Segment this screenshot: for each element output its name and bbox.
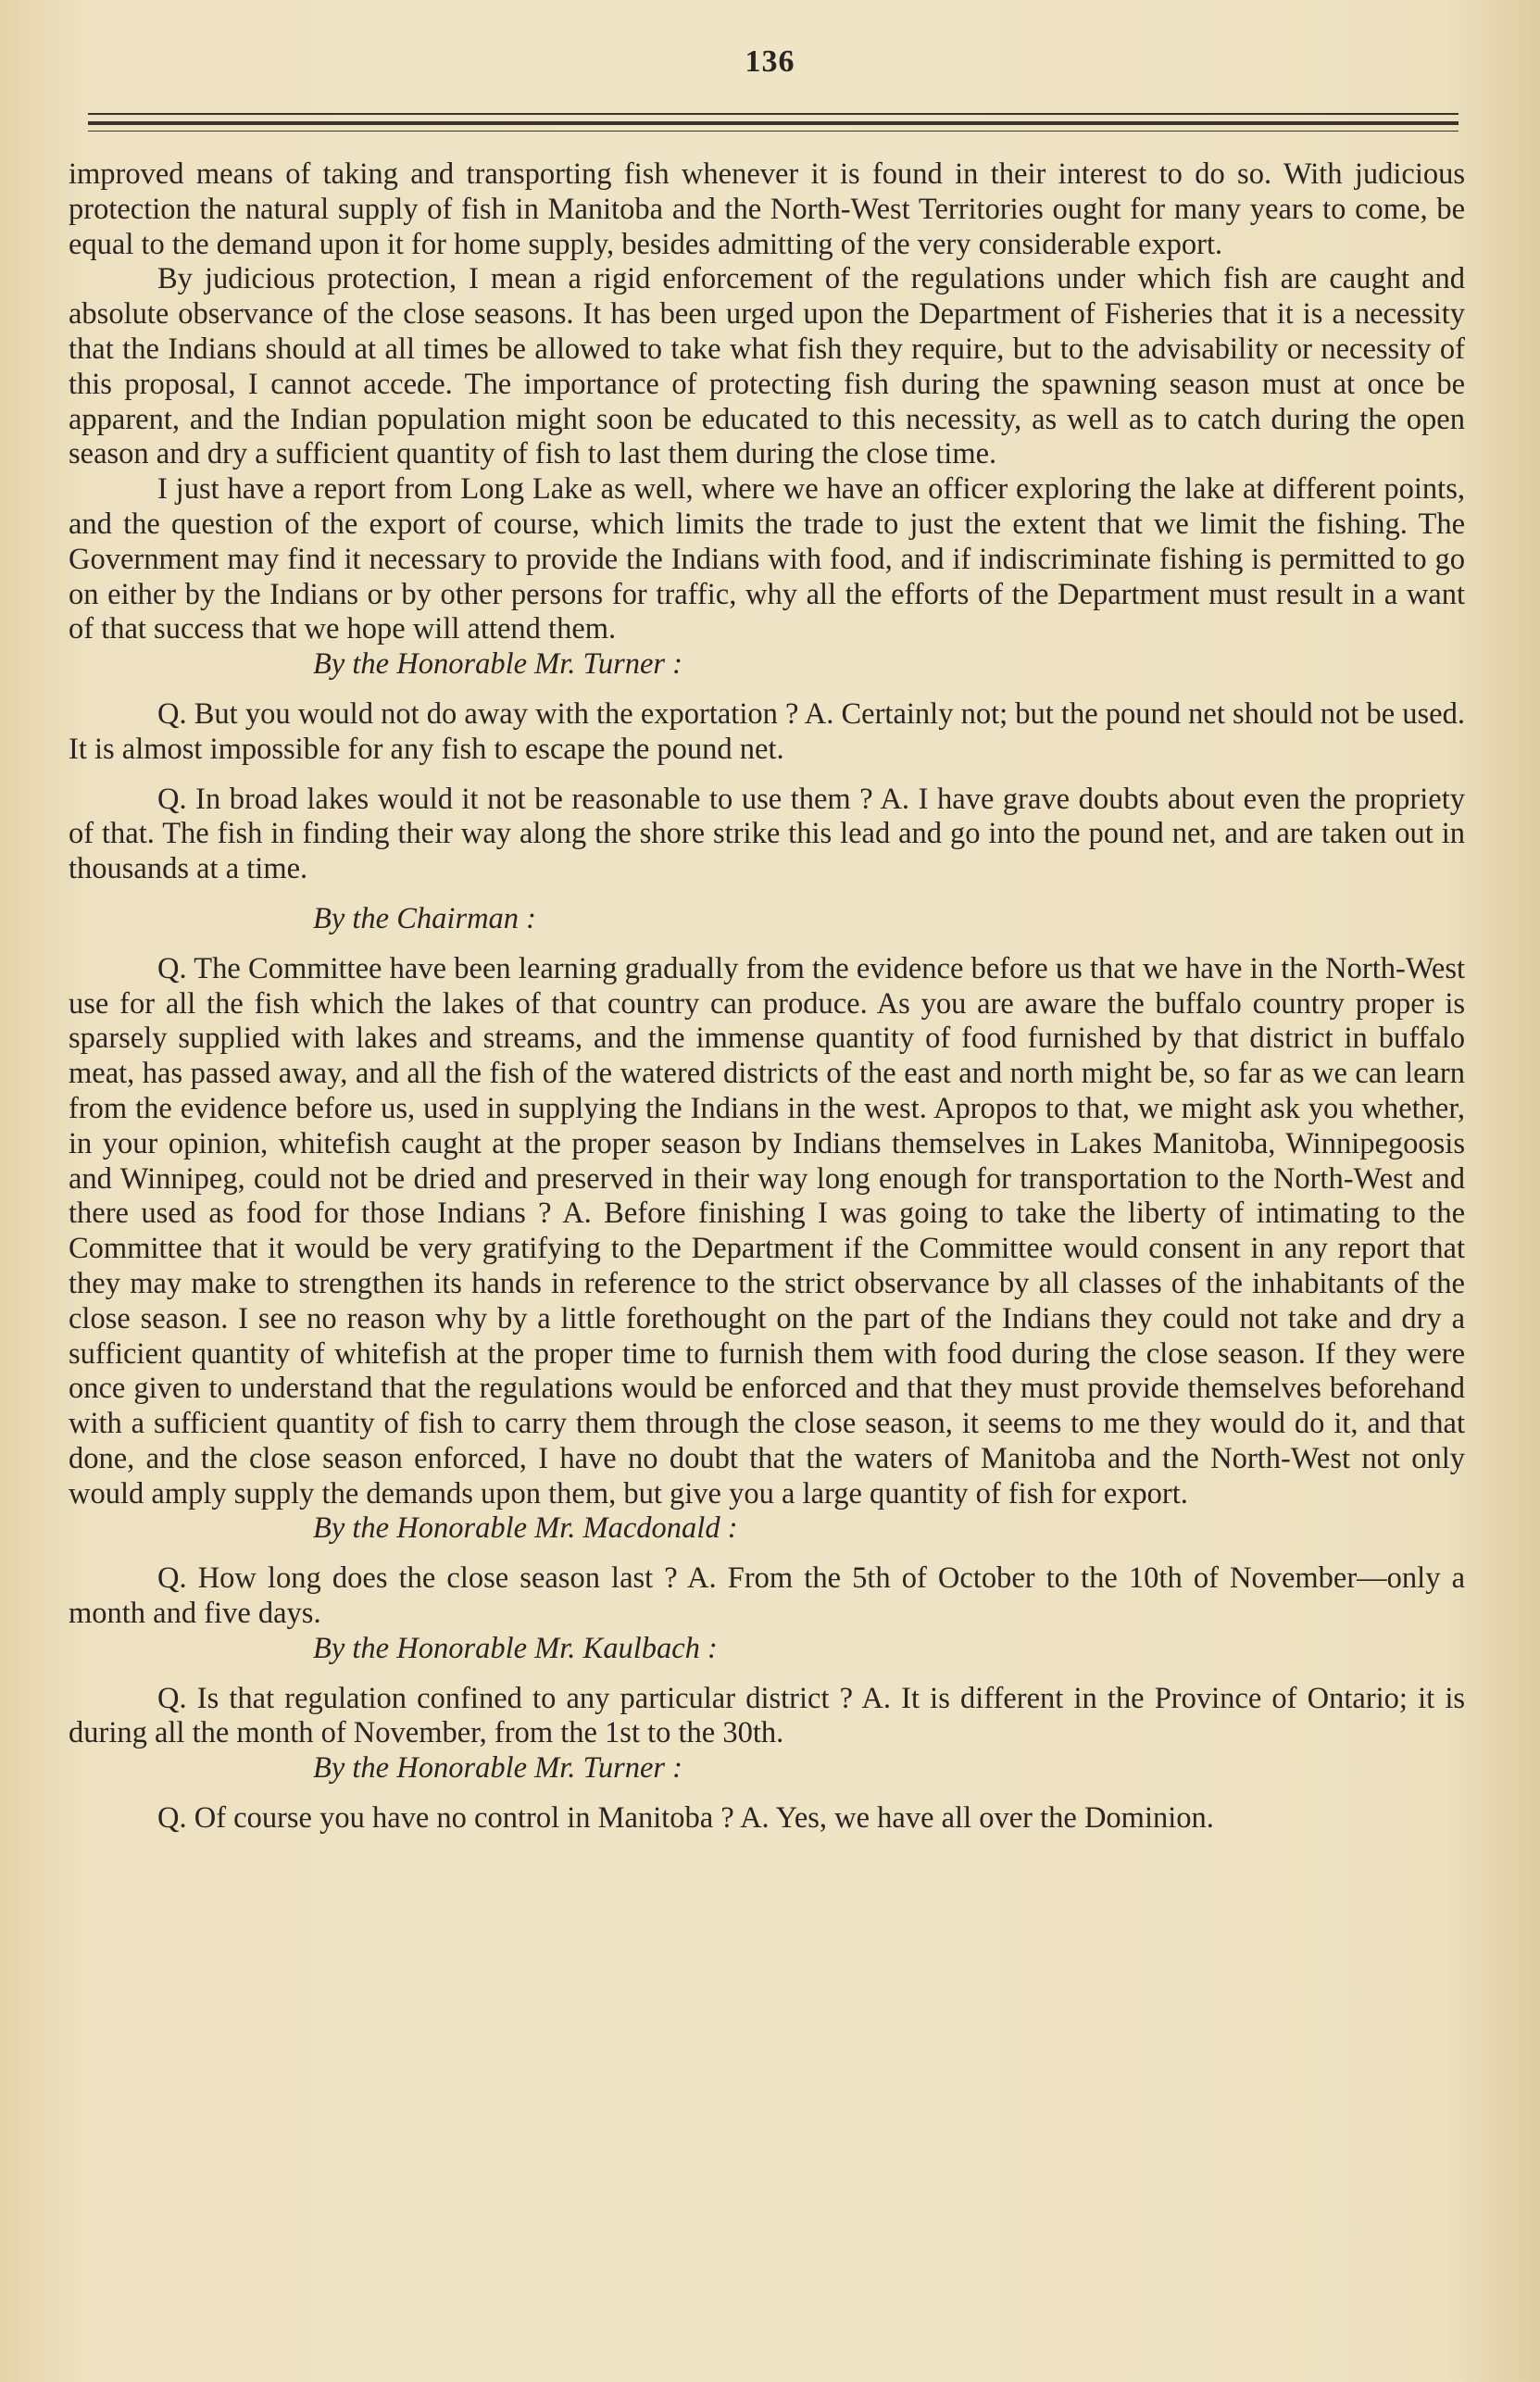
header-rule [88, 113, 1459, 115]
speaker-heading: By the Chairman : [313, 901, 537, 935]
paragraph: improved means of taking and transporting fish whenever it is found in their interest to do so. With judicious protection the natural supply of fish in Manitoba and the North-West Territories ought for many years to come, be equal to the demand upon it for home supply, besides admitting of the very considerable export. [69, 157, 1465, 261]
question-answer: Q. How long does the close season last ? A. From the 5th of October to the 10th of November—only a month and five days. [69, 1561, 1465, 1631]
question-answer: Q. But you would not do away with the exportation ? A. Certainly not; but the pound net should not be used. It is almost impossible for any fish to escape the pound net. [69, 696, 1465, 766]
header-rule-thick [88, 121, 1459, 125]
page-number: 136 [745, 44, 795, 79]
question-answer: Q. Is that regulation confined to any particular district ? A. It is different in the Province of Ontario; it is during all the month of November, from the 1st to the 30th. [69, 1681, 1465, 1750]
question-answer: Q. In broad lakes would it not be reasonable to use them ? A. I have grave doubts about even the propriety of that. The fish in finding their way along the shore strike this lead and go into the pound net, and are taken out in thousands at a time. [69, 782, 1465, 886]
speaker-heading: By the Honorable Mr. Turner : [313, 1751, 682, 1786]
paragraph: I just have a report from Long Lake as well, where we have an officer exploring the lake at different points, and the question of the export of course, which limits the trade to just the extent that we limit the fishing. The Government may find it necessary to provide the Indians with food, and if indiscriminate fishing is permitted to go on either by the Indians or by other persons for traffic, why all the efforts of the Department must result in a want of that success that we hope will attend them. [69, 472, 1465, 646]
speaker-heading: By the Honorable Mr. Kaulbach : [313, 1631, 718, 1665]
question-answer: Q. Of course you have no control in Manitoba ? A. Yes, we have all over the Dominion. [157, 1801, 1214, 1836]
paragraph: By judicious protection, I mean a rigid enforcement of the regulations under which fish are caught and absolute observance of the close seasons. It has been urged upon the Department of Fisheries that it is a necessity that the Indians should at all times be allowed to take what fish they require, but to the advisability or necessity of this proposal, I cannot accede. The importance of protecting fish during the spawning season must at once be apparent, and the Indian population might soon be educated to this necessity, as well as to catch during the open season and dry a sufficient quantity of fish to last them during the close time. [69, 262, 1465, 471]
speaker-heading: By the Honorable Mr. Macdonald : [313, 1511, 738, 1546]
speaker-heading: By the Honorable Mr. Turner : [313, 647, 682, 682]
header-rule-thin [88, 131, 1459, 132]
body-text [69, 157, 1465, 1837]
question-answer: Q. The Committee have been learning gradually from the evidence before us that we have in the North-West use for all the fish which the lakes of that country can produce. As you are aware the buffalo country proper is sparsely supplied with lakes and streams, and the immense quantity of food furnished by that district in buffalo meat, has passed away, and all the fish of the watered districts of the east and north might be, so far as we can learn from the evidence before us, used in supplying the Indians in the west. Apropos to that, we might ask you whether, in your opinion, whitefish caught at the proper season by Indians themselves in Lakes Manitoba, Winnipegoosis and Winnipeg, could not be dried and preserved in their way long enough for transportation to the North-West and there used as food for those Indians ? A. Before finishing I was going to take the liberty of intimating to the Committee that it would be very gratifying to the Department if the Committee would consent in any report that they may make to strengthen its hands in reference to the strict observance by all classes of the inhabitants of the close season. I see no reason why by a little forethought on the part of the Indians they could not take and dry a sufficient quantity of whitefish at the proper time to furnish them with food during the close season. If they were once given to understand that the regulations would be enforced and that they must provide themselves beforehand with a sufficient quantity of fish to carry them through the close season, it seems to me they would do it, and that done, and the close season enforced, I have no doubt that the waters of Manitoba and the North-West not only would amply supply the demands upon them, but give you a large quantity of fish for export. [69, 951, 1465, 1511]
